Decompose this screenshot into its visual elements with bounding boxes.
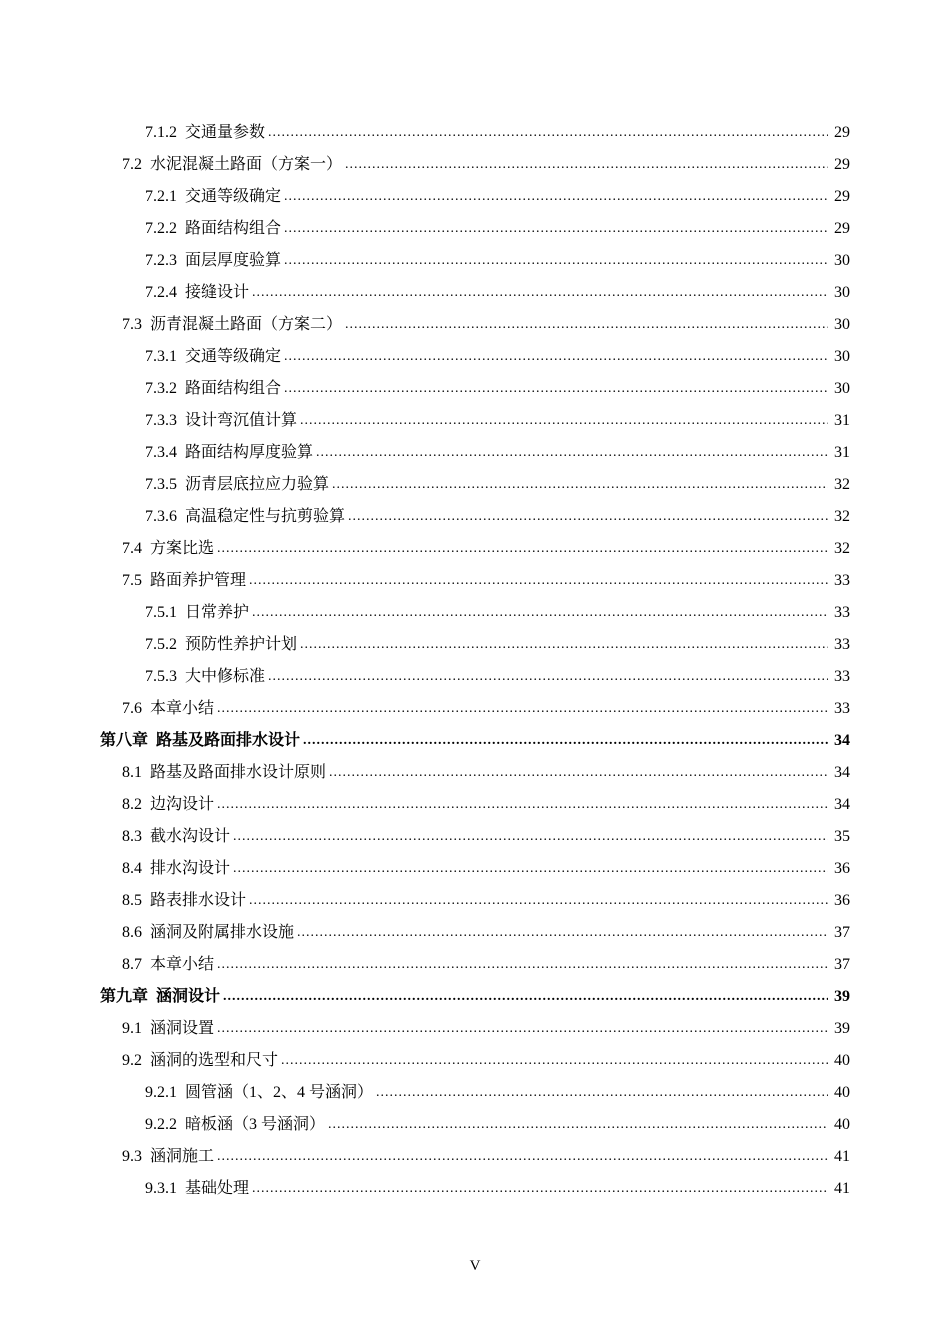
toc-entry-title: 方案比选 — [150, 540, 215, 557]
toc-entry-title: 路面养护管理 — [150, 572, 247, 589]
toc-entry-page: 32 — [834, 476, 850, 493]
toc-entry-number: 7.5.3 — [145, 668, 177, 685]
toc-entry[interactable] — [0, 405, 950, 437]
toc-entry-page: 33 — [834, 700, 850, 717]
toc-leader-dots — [284, 181, 828, 213]
toc-entry-number: 9.2.1 — [145, 1084, 177, 1101]
toc-entry[interactable] — [0, 277, 950, 309]
toc-entry[interactable] — [0, 693, 950, 725]
toc-leader-dots — [233, 853, 828, 885]
toc-entry-number: 第九章 — [100, 988, 149, 1005]
toc-entry-page: 34 — [834, 796, 850, 813]
toc-entry-title: 涵洞的选型和尺寸 — [150, 1052, 279, 1069]
toc-entry[interactable] — [0, 341, 950, 373]
toc-leader-dots — [300, 629, 828, 661]
toc-entry-page: 29 — [834, 124, 850, 141]
toc-entry[interactable] — [0, 373, 950, 405]
toc-entry-number: 9.2 — [122, 1052, 142, 1069]
toc-entry[interactable] — [0, 629, 950, 661]
toc-entry-page: 34 — [834, 732, 850, 749]
toc-entry[interactable] — [0, 1109, 950, 1141]
toc-entry-number: 7.5.2 — [145, 636, 177, 653]
toc-entry-title: 涵洞设计 — [156, 988, 221, 1005]
toc-entry-title: 本章小结 — [150, 956, 215, 973]
toc-entry-number: 9.3.1 — [145, 1180, 177, 1197]
toc-leader-dots — [284, 341, 828, 373]
toc-leader-dots — [217, 533, 828, 565]
toc-entry-title: 预防性养护计划 — [185, 636, 298, 653]
toc-entry-page: 39 — [834, 1020, 850, 1037]
toc-entry-number: 8.7 — [122, 956, 142, 973]
toc-entry-title: 基础处理 — [185, 1180, 250, 1197]
toc-entry-number: 7.3.4 — [145, 444, 177, 461]
toc-leader-dots — [316, 437, 828, 469]
toc-entry-title: 水泥混凝土路面（方案一） — [150, 156, 343, 173]
toc-entry-number: 8.2 — [122, 796, 142, 813]
toc-entry[interactable] — [0, 1173, 950, 1205]
toc-entry[interactable] — [0, 949, 950, 981]
toc-entry-number: 7.3.5 — [145, 476, 177, 493]
toc-entry-page: 37 — [834, 924, 850, 941]
toc-entry-title: 涵洞设置 — [150, 1020, 215, 1037]
toc-entry-title: 涵洞施工 — [150, 1148, 215, 1165]
toc-entry-number: 9.1 — [122, 1020, 142, 1037]
toc-entry-title: 暗板涵（3 号涵洞） — [185, 1116, 326, 1133]
toc-entry-number: 7.2.1 — [145, 188, 177, 205]
toc-entry-page: 31 — [834, 444, 850, 461]
toc-entry-page: 33 — [834, 636, 850, 653]
toc-leader-dots — [332, 469, 828, 501]
toc-entry-page: 33 — [834, 572, 850, 589]
toc-entry-page: 30 — [834, 252, 850, 269]
toc-entry-number: 8.5 — [122, 892, 142, 909]
toc-entry-title: 大中修标准 — [185, 668, 266, 685]
toc-entry-title: 路面结构组合 — [185, 220, 282, 237]
toc-entry[interactable] — [0, 597, 950, 629]
toc-entry-title: 涵洞及附属排水设施 — [150, 924, 295, 941]
toc-entry-number: 7.2.4 — [145, 284, 177, 301]
toc-entry[interactable] — [0, 181, 950, 213]
toc-entry-number: 7.2 — [122, 156, 142, 173]
toc-entry-title: 交通量参数 — [185, 124, 266, 141]
toc-entry-title: 截水沟设计 — [150, 828, 231, 845]
toc-entry-page: 29 — [834, 188, 850, 205]
toc-entry[interactable] — [0, 917, 950, 949]
toc-leader-dots — [217, 789, 828, 821]
toc-leader-dots — [217, 949, 828, 981]
toc-entry-number: 7.1.2 — [145, 124, 177, 141]
toc-entry-page: 30 — [834, 316, 850, 333]
toc-entry[interactable] — [0, 501, 950, 533]
toc-entry-number: 7.3.3 — [145, 412, 177, 429]
toc-entry-number: 7.3.1 — [145, 348, 177, 365]
toc-entry-title: 排水沟设计 — [150, 860, 231, 877]
toc-leader-dots — [300, 405, 828, 437]
toc-entry-number: 8.4 — [122, 860, 142, 877]
toc-entry-title: 路面结构组合 — [185, 380, 282, 397]
toc-entry-number: 7.3.6 — [145, 508, 177, 525]
toc-leader-dots — [303, 725, 828, 757]
toc-entry-page: 32 — [834, 508, 850, 525]
toc-entry-title: 本章小结 — [150, 700, 215, 717]
toc-leader-dots — [252, 597, 828, 629]
toc-entry[interactable] — [0, 757, 950, 789]
toc-entry-title: 路表排水设计 — [150, 892, 247, 909]
toc-entry[interactable] — [0, 533, 950, 565]
toc-chapter-entry[interactable] — [0, 981, 950, 1013]
toc-chapter-entry[interactable] — [0, 725, 950, 757]
toc-leader-dots — [217, 1013, 828, 1045]
toc-entry-page: 31 — [834, 412, 850, 429]
toc-entry-title: 接缝设计 — [185, 284, 250, 301]
toc-entry-page: 33 — [834, 668, 850, 685]
toc-entry-number: 7.3 — [122, 316, 142, 333]
toc-entry-title: 面层厚度验算 — [185, 252, 282, 269]
toc-entry[interactable] — [0, 565, 950, 597]
toc-entry-title: 边沟设计 — [150, 796, 215, 813]
toc-leader-dots — [328, 1109, 828, 1141]
toc-entry-page: 35 — [834, 828, 850, 845]
toc-leader-dots — [345, 149, 828, 181]
toc-entry-title: 高温稳定性与抗剪验算 — [185, 508, 346, 525]
toc-leader-dots — [284, 373, 828, 405]
toc-leader-dots — [223, 981, 828, 1013]
toc-entry[interactable] — [0, 885, 950, 917]
toc-leader-dots — [281, 1045, 828, 1077]
toc-leader-dots — [345, 309, 828, 341]
toc-entry[interactable] — [0, 853, 950, 885]
toc-entry-title: 沥青层底拉应力验算 — [185, 476, 330, 493]
toc-entry-number: 9.2.2 — [145, 1116, 177, 1133]
toc-leader-dots — [297, 917, 828, 949]
toc-entry-number: 7.6 — [122, 700, 142, 717]
toc-entry-page: 34 — [834, 764, 850, 781]
toc-leader-dots — [249, 565, 828, 597]
toc-entry[interactable] — [0, 1077, 950, 1109]
toc-entry-page: 40 — [834, 1052, 850, 1069]
toc-leader-dots — [348, 501, 828, 533]
toc-entry-number: 第八章 — [100, 732, 149, 749]
toc-entry[interactable] — [0, 1013, 950, 1045]
toc-entry-page: 36 — [834, 860, 850, 877]
toc-entry-title: 交通等级确定 — [185, 188, 282, 205]
toc-entry[interactable] — [0, 309, 950, 341]
toc-entry-number: 7.2.2 — [145, 220, 177, 237]
toc-leader-dots — [252, 277, 828, 309]
toc-entry-number: 9.3 — [122, 1148, 142, 1165]
toc-leader-dots — [233, 821, 828, 853]
toc-leader-dots — [268, 661, 828, 693]
toc-entry-page: 40 — [834, 1084, 850, 1101]
toc-entry-page: 29 — [834, 220, 850, 237]
toc-entry[interactable] — [0, 437, 950, 469]
toc-entry[interactable] — [0, 821, 950, 853]
toc-entry-number: 7.4 — [122, 540, 142, 557]
toc-entry-page: 30 — [834, 348, 850, 365]
toc-entry-number: 7.3.2 — [145, 380, 177, 397]
toc-leader-dots — [329, 757, 828, 789]
toc-leader-dots — [284, 213, 828, 245]
toc-leader-dots — [376, 1077, 828, 1109]
page-number: V — [469, 1258, 481, 1274]
toc-entry[interactable] — [0, 661, 950, 693]
toc-entry[interactable] — [0, 789, 950, 821]
toc-entry[interactable] — [0, 245, 950, 277]
toc-leader-dots — [249, 885, 828, 917]
toc-leader-dots — [268, 117, 828, 149]
toc-entry-title: 日常养护 — [185, 604, 250, 621]
toc-leader-dots — [217, 1141, 828, 1173]
toc-entry-title: 路基及路面排水设计原则 — [150, 764, 327, 781]
toc-entry-title: 路面结构厚度验算 — [185, 444, 314, 461]
toc-entry-page: 37 — [834, 956, 850, 973]
toc-entry-page: 36 — [834, 892, 850, 909]
toc-entry[interactable] — [0, 117, 950, 149]
toc-entry[interactable] — [0, 149, 950, 181]
toc-entry-title: 交通等级确定 — [185, 348, 282, 365]
toc-entry-page: 39 — [834, 988, 850, 1005]
toc-leader-dots — [252, 1173, 828, 1205]
toc-entry[interactable] — [0, 213, 950, 245]
toc-entry-page: 41 — [834, 1180, 850, 1197]
toc-entry-page: 33 — [834, 604, 850, 621]
toc-entry-title: 圆管涵（1、2、4 号涵洞） — [185, 1084, 374, 1101]
toc-entry-page: 32 — [834, 540, 850, 557]
toc-entry-page: 30 — [834, 284, 850, 301]
toc-entry[interactable] — [0, 1045, 950, 1077]
toc-entry-number: 8.3 — [122, 828, 142, 845]
toc-entry-title: 路基及路面排水设计 — [156, 732, 301, 749]
toc-entry[interactable] — [0, 1141, 950, 1173]
toc-entry-number: 7.5.1 — [145, 604, 177, 621]
toc-entry-number: 8.6 — [122, 924, 142, 941]
toc-entry-page: 40 — [834, 1116, 850, 1133]
toc-entry-page: 30 — [834, 380, 850, 397]
toc-entry-number: 7.5 — [122, 572, 142, 589]
toc-entry-number: 8.1 — [122, 764, 142, 781]
toc-entry-page: 29 — [834, 156, 850, 173]
toc-entry-title: 设计弯沉值计算 — [185, 412, 298, 429]
toc-leader-dots — [284, 245, 828, 277]
toc-entry-title: 沥青混凝土路面（方案二） — [150, 316, 343, 333]
toc-entry-page: 41 — [834, 1148, 850, 1165]
toc-leader-dots — [217, 693, 828, 725]
toc-entry-number: 7.2.3 — [145, 252, 177, 269]
table-of-contents — [0, 117, 950, 1205]
toc-entry[interactable] — [0, 469, 950, 501]
